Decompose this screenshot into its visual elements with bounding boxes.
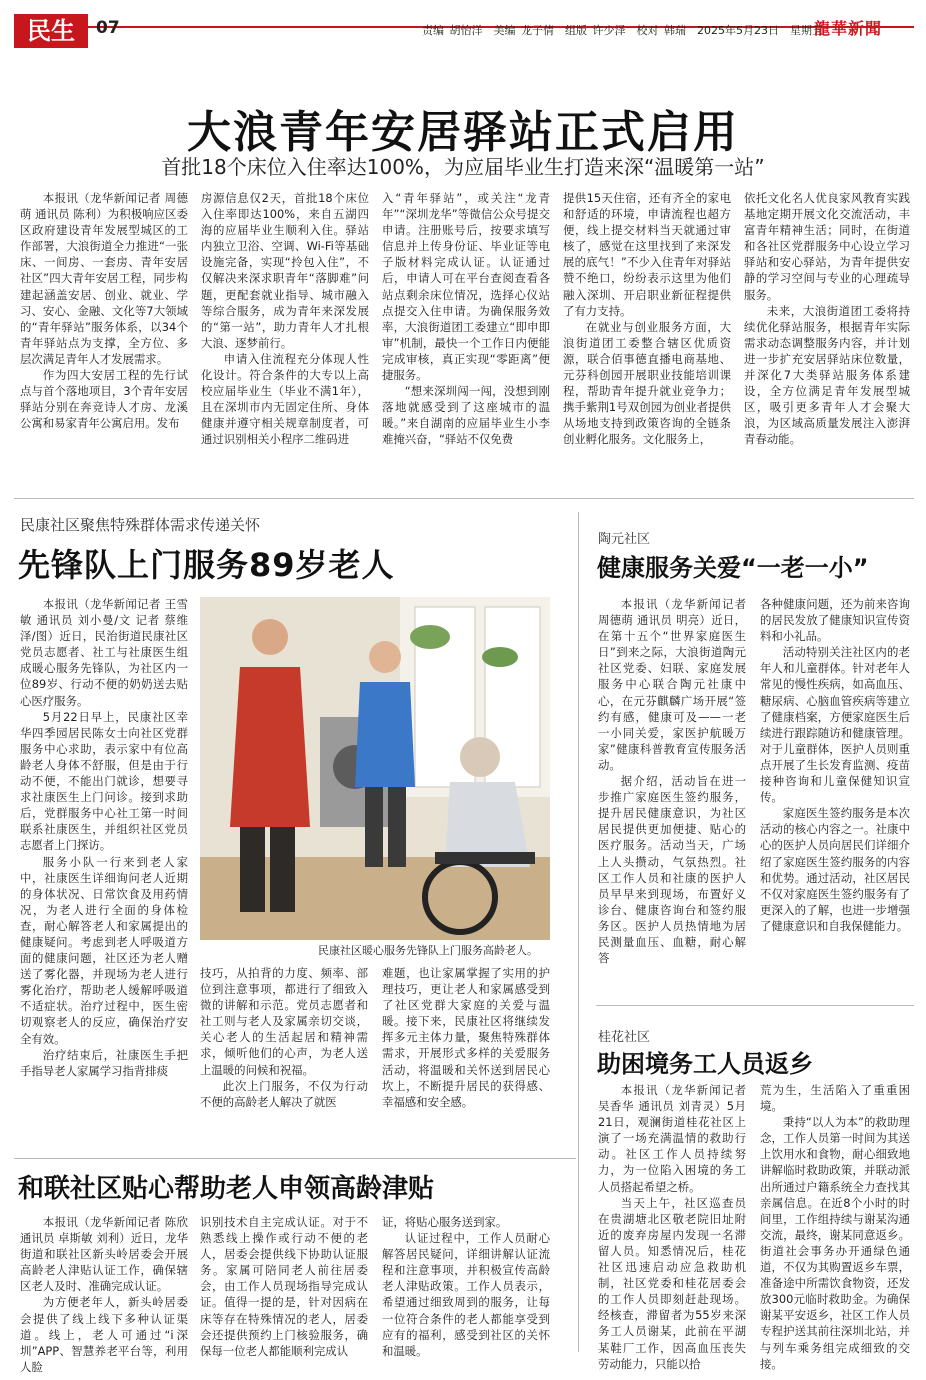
paragraph: 秉持“以人为本”的救助理念，工作人员第一时间为其送上饮用水和食物，耐心细致地讲解临时救助政策，并联动派出所通过户籍系统全力查找其亲属信息。在近8个小时的时间里，工作组持续与谢某沟通交流，最终，谢某同意返乡。街道社会事务办开通绿色通道，不仅为其购置返乡车票，准备途中所需饮食物资，还发放300元临时救助金。为确保谢某平安返乡，社区工作人员专程护送其前往深圳北站，并与列车乘务组完成细致的交接。 bbox=[760, 1115, 910, 1371]
helian-column-1 bbox=[20, 1214, 188, 1375]
masthead-logo: 龍華新聞 bbox=[814, 19, 883, 38]
paragraph: 活动特别关注社区内的老年人和儿童群体。针对老年人常见的慢性疾病，如高血压、糖尿病、心脑血管疾病等建立了健康档案，方便家庭医生后续进行跟踪随访和健康管理。对于儿童群体，医护人员则重点开展了生长发育监测、疫苗接种咨询和儿童保健知识宣传。 bbox=[760, 645, 910, 805]
paragraph: 各种健康问题，还为前来咨询的居民发放了健康知识宣传资料和小礼品。 bbox=[760, 597, 910, 644]
news-photo bbox=[200, 597, 550, 940]
paragraph: 证，将贴心服务送到家。 bbox=[382, 1215, 508, 1229]
paragraph: 入“青年驿站”，或关注“龙青年”“深圳龙华”等微信公众号提交申请。注册账号后，按要求填写信息并上传身份证、毕业证等电子版材料完成认证。认证通过后，申请人可在平台查阅查看各站点剩余床位情况，选择心仪站点提交入住申请。为确保服务效率，大浪街道团工委建立“即申即审”机制，最快一个工作日内便能完成审核，真正实现“零距离”便捷服务。 bbox=[382, 191, 550, 383]
paragraph: 在就业与创业服务方面，大浪街道团工委整合辖区优质资源，联合佰事德直播电商基地、元芬科创园开展职业技能培训课程，帮助青年提升就业竞争力；携手紫荆1号双创园为创业者提供从场地支持到政策咨询的全链条创业孵化服务。文化服务上， bbox=[563, 319, 731, 447]
paragraph: 本报讯（龙华新闻记者 周德萌 通讯员 明亮）近日，在第十五个“世界家庭医生日”到来之际，大浪街道陶元社区党委、妇联、家庭发展服务中心联合陶元社康中心，在元芬麒麟广场开展“签约有感，健康可及——一老一小同关爱，家医护航暖万家”健康科普教育宣传服务活动。 bbox=[598, 597, 746, 772]
lead-column-2 bbox=[201, 190, 369, 448]
paragraph: 难题，也让家属掌握了实用的护理技巧，更让老人和家属感受到了社区党群大家庭的关爱与温暖。接下来，民康社区将继续发挥多元主体力量，聚焦特殊群体需求，开展形式多样的关爱服务活动，将温暖和关怀送到居民心坎上，不断提升居民的获得感、幸福感和安全感。 bbox=[382, 966, 550, 1109]
paragraph: 治疗结束后，社康医生手把手指导老人家属学习指背排痰 bbox=[20, 1047, 188, 1078]
section-badge: 民生 bbox=[14, 14, 88, 48]
lead-subheadline: 首批18个床位入住率达100%，为应届毕业生打造来深“温暖第一站” bbox=[161, 155, 765, 179]
paragraph: 认证过程中，工作人员耐心解答居民疑问，详细讲解认证流程和注意事项，并积极宣传高龄老人津贴政策。工作人员表示，希望通过细致周到的服务，让每一位符合条件的老人都能享受到应有的福利，感受到社区的关怀和温暖。 bbox=[382, 1231, 550, 1358]
minzhi-kicker: 民康社区聚焦特殊群体需求传递关怀 bbox=[20, 516, 261, 534]
paragraph: 识别技术自主完成认证。对于不熟悉线上操作或行动不便的老人，居委会提供线下协助认证服务。家属可陪同老人前往居委会，由工作人员现场指导完成认证。值得一提的是，针对因病在床等存在特殊情况的老人，居委会还提供预约上门核验服务，确保每一位老人都能顺利完成认 bbox=[200, 1215, 368, 1358]
lead-column-3 bbox=[382, 190, 550, 448]
paragraph: 提供15天住宿，还有齐全的家电和舒适的环境，申请流程也超方便，线上提交材料当天就通过审核了，感觉在这里找到了来深发展的底气！”不少入住青年对驿站赞不绝口，纷纷表示这里为他们融入深圳、开启职业新征程提供了有力支持。 bbox=[563, 191, 731, 318]
lead-headline: 大浪青年安居驿站正式启用 bbox=[187, 107, 739, 158]
helian-column-2 bbox=[200, 1214, 368, 1359]
taoyuan-column-1 bbox=[598, 596, 746, 966]
minzhi-headline: 先锋队上门服务89岁老人 bbox=[18, 546, 395, 584]
guihua-column-2 bbox=[760, 1082, 910, 1372]
photo-caption: 民康社区暖心服务先锋队上门服务高龄老人。 bbox=[318, 944, 538, 957]
lead-column-4 bbox=[563, 190, 731, 448]
paragraph: 此次上门服务，不仅为行动不便的高龄老人解决了就医 bbox=[200, 1078, 368, 1109]
paragraph: 荒为生，生活陷入了重重困境。 bbox=[760, 1083, 910, 1114]
paragraph: 未来，大浪街道团工委将持续优化驿站服务，根据青年实际需求动态调整服务内容，并计划进一步扩充安居驿站床位数量，并深化7大类驿站服务体系建设，全方位满足青年发展型城区，吸引更多青年人才会聚大浪，为区域高质量发展注入澎湃青春动能。 bbox=[744, 303, 910, 447]
paragraph: 服务小队一行来到老人家中，社康医生详细询问老人近期的身体状况、日常饮食及用药情况，为老人进行全面的身体检查，耐心解答老人和家属提出的健康疑问。考虑到老人呼吸道方面的健康问题，社区还为老人赠送了雾化器，并现场为老人进行雾化治疗，帮助老人缓解呼吸道不适症状。治疗过程中，医生密切观察老人的反应，确保治疗安全有效。 bbox=[20, 854, 188, 1046]
column-divider bbox=[578, 512, 579, 1352]
lead-column-1 bbox=[20, 190, 188, 431]
section-divider bbox=[14, 498, 914, 499]
paragraph: 依托文化名人优良家风教育实践基地定期开展文化交流活动，丰富青年精神生活；同时，在街道和各社区党群服务中心设立学习驿站和安心驿站，为青年提供安静的学习空间与专业的心理疏导服务。 bbox=[744, 191, 910, 302]
taoyuan-headline: 健康服务关爱“一老一小” bbox=[597, 554, 869, 582]
paragraph: 本报讯（龙华新闻记者 吴香华 通讯员 刘青灵）5月21日，观澜街道桂花社区上演了一场充满温情的救助行动。社区工作人员持续努力，为一位陷入困境的务工人员搭起希望之桥。 bbox=[598, 1083, 746, 1194]
lead-column-5 bbox=[744, 190, 910, 448]
guihua-headline: 助困境务工人员返乡 bbox=[597, 1050, 813, 1078]
paragraph: “想来深圳闯一闯，没想到刚落地就感受到了这座城市的温暖。”来自湖南的应届毕业生小李难掩兴奋，“驿站不仅免费 bbox=[382, 384, 550, 447]
section-divider bbox=[14, 1158, 576, 1159]
minzhi-column-3 bbox=[382, 965, 550, 1110]
guihua-kicker: 桂花社区 bbox=[598, 1030, 651, 1045]
guihua-column-1 bbox=[598, 1082, 746, 1372]
helian-headline: 和联社区贴心帮助老人申领高龄津贴 bbox=[18, 1174, 435, 1204]
paragraph: 技巧，从拍背的力度、频率、部位到注意事项，都进行了细致入微的讲解和示范。党员志愿者和社工则与老人及家属亲切交谈，关心老人的生活起居和精神需求，倾听他们的心声，为老人送上温暖的问候和祝福。 bbox=[200, 966, 368, 1077]
minzhi-column-1 bbox=[20, 596, 188, 1079]
paragraph: 作为四大安居工程的先行试点与首个落地项目，3个青年安居驿站分别在奔竞诗人才房、龙溪公寓和易家青年公寓启用。发布 bbox=[20, 368, 188, 431]
taoyuan-kicker: 陶元社区 bbox=[598, 532, 651, 547]
paragraph: 为方便老年人，新头岭居委会提供了线上线下多种认证渠道。线上，老人可通过“i深圳”APP、智慧养老平台等，利用人脸 bbox=[20, 1295, 188, 1374]
editor-meta: 责编 胡怡洋 美编 龙子倩 组版 许少泽 校对 韩瑞 2025年5月23日 星期五 bbox=[422, 24, 823, 37]
section-divider bbox=[596, 1005, 914, 1006]
minzhi-column-2 bbox=[200, 965, 368, 1110]
page-number: 07 bbox=[96, 18, 120, 38]
paragraph: 申请入住流程充分体现人性化设计。符合条件的大专以上高校应届毕业生（毕业不满1年），且在深圳市内无固定住所、身体健康并遵守相关规章制度者，可通过识别相关小程序二维码进 bbox=[201, 351, 369, 447]
paragraph: 5月22日早上，民康社区幸华四季园居民陈女士向社区党群服务中心求助，表示家中有位高龄老人身体不舒服，但是由于行动不便，不能出门就诊，想要寻求社康医生上门问诊。接到求助后，党群服务中心社工第一时间联系社康医生，并组织社区党员志愿者上门探访。 bbox=[20, 709, 188, 853]
photo-illustration bbox=[200, 597, 550, 940]
paragraph: 当天上午，社区巡查员在贵湖塘北区敬老院旧址附近的废弃房屋内发现一名滞留人员。知悉情况后，桂花社区迅速启动应急救助机制，社区党委和桂花居委会的工作人员即刻赶赴现场。经核查，滞留者为55岁来深务工人员谢某，此前在平湖某鞋厂工作，因高血压丧失劳动能力，只能以拾 bbox=[598, 1195, 746, 1371]
paragraph: 本报讯（龙华新闻记者 陈欣 通讯员 卓斯敏 刘利）近日，龙华街道和联社区新头岭居委会开展高龄老人津贴认证工作，确保辖区老人及时、准确完成认证。 bbox=[20, 1215, 188, 1294]
paragraph: 本报讯（龙华新闻记者 王雪敏 通讯员 刘小曼/文 记者 蔡维泽/图）近日，民治街道民康社区党员志愿者、社工与社康医生组成暖心服务先锋队，为社区内一位89岁、行动不便的奶奶送去贴心医疗服务。 bbox=[20, 597, 188, 708]
paragraph: 家庭医生签约服务是本次活动的核心内容之一。社康中心的医护人员向居民们详细介绍了家庭医生签约服务的内容和优势。通过活动，社区居民不仅对家庭医生签约服务有了更深入的了解，也进一步增强了健康意识和自我保健能力。 bbox=[760, 806, 910, 933]
taoyuan-column-2 bbox=[760, 596, 910, 934]
helian-column-3 bbox=[382, 1214, 550, 1359]
paragraph: 房源信息仅2天，首批18个床位入住率即达100%，来自五湖四海的应届毕业生顺利入住。驿站内独立卫浴、空调、Wi-Fi等基础设施完备，实现“拎包入住”，不仅解决来深求职青年“落脚难”问题，更配套就业指导、城市融入等综合服务，成为青年来深发展的“第一站”，助力青年人才扎根大浪、逐梦前行。 bbox=[201, 191, 369, 350]
paragraph: 据介绍，活动旨在进一步推广家庭医生签约服务，提升居民健康意识，为社区居民提供更加便捷、贴心的医疗服务。活动当天，广场上人头攒动，气氛热烈。社区工作人员和社康的医护人员早早来到现场，布置好义诊台、健康咨询台和签约服务区。医护人员热情地为居民测量血压、血糖，耐心解答 bbox=[598, 774, 746, 966]
paragraph: 本报讯（龙华新闻记者 周德萌 通讯员 陈利）为积极响应区委区政府建设青年发展型城区的工作部署，大浪街道全力推进“一张床、一间房、一套房、青年安居社区”四大青年安居工程，同步构建起涵盖安居、创业、就业、学习、安心、金融、文化等7大领域的“青年驿站”服务体系，以34个青年驿站点为支撑，全方位、多层次满足青年人才发展需求。 bbox=[20, 191, 188, 366]
